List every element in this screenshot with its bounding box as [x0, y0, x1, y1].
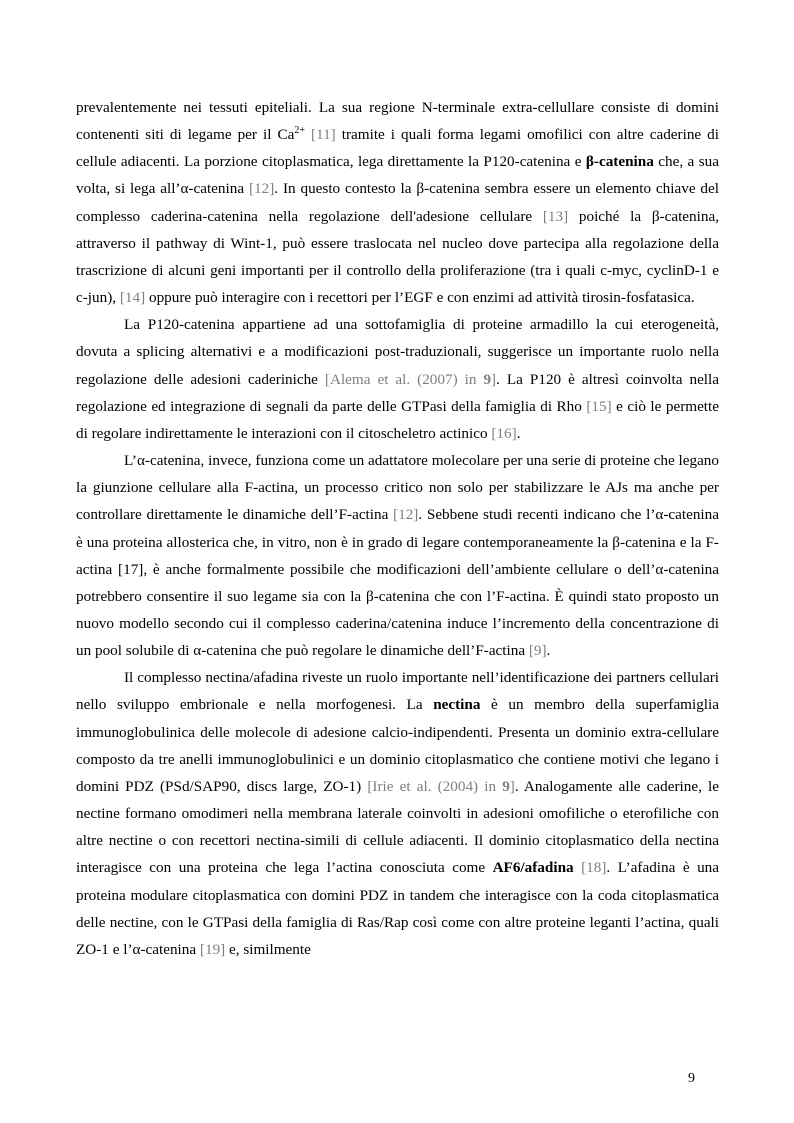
text-run: . — [516, 424, 521, 442]
body-text — [76, 94, 719, 963]
citation-ref: [18] — [581, 859, 607, 877]
citation-ref: ] — [509, 777, 515, 795]
citation-ref: ] — [491, 370, 497, 388]
citation-ref: [11] — [311, 126, 336, 144]
citation-ref: [12] — [248, 180, 275, 198]
text-run: L’α-catenina, invece, funziona come un adattatore molecolare per una serie di proteine che legano la giunzione cellulare alla F-actina, un processo critico non solo per stabilizzare le AJs ma anche per controllare direttamente le dinamiche dell’F-actina — [76, 452, 719, 524]
text-run: Il complesso nectina/afadina riveste un ruolo importante nell’identificazione dei partners cellulari nello sviluppo embrionale e nella morfogenesi. La — [76, 669, 719, 714]
text-run: tramite i quali forma legami omofilici con altre caderine di cellule adiacenti. La porzione citoplasmatica, lega direttamente la P120-catenina e — [76, 126, 719, 171]
citation-ref: [15] — [586, 397, 612, 415]
citation-ref: [9] — [528, 642, 547, 660]
text-run: è un membro della superfamiglia immunoglobulinica delle molecole di adesione calcio-indipendenti. Presenta un dominio extra-cellulare composto da tre anelli immunoglobulinici e un dominio citoplasmatico che contiene motivi che legano i domini PDZ (PSd/SAP90, discs large, ZO-1) — [76, 696, 719, 795]
paragraph-3 — [76, 447, 719, 664]
text-run: e, similmente — [225, 940, 311, 958]
bold-term: nectina — [433, 696, 481, 714]
citation-ref-number: 9 — [502, 777, 510, 795]
page-number: 9 — [688, 1071, 695, 1086]
text-run: . Sebbene studi recenti indicano che l’α-catenina è una proteina allosterica che, in vitro, non è in grado di legare contemporaneamente la β-catenina e la F-actina [17], è anche formalmente possibile che modificazioni dell’ambiente cellulare o dell’α-catenina potrebbero consentire il suo legame sia con la β-catenina che con l’F-actina. È quindi stato proposto un nuovo modello secondo cui il complesso caderina/catenina induce l’incremento della concentrazione di un pool solubile di α-catenina che può regolare le dinamiche dell’F-actina — [76, 506, 719, 660]
bold-term: AF6/afadina — [492, 859, 574, 877]
citation-ref: [13] — [542, 207, 569, 225]
text-run: prevalentemente nei tessuti epiteliali. La sua regione N-terminale extra-cellullare consiste di domini contenenti siti di legame per il Ca — [76, 99, 719, 144]
citation-ref: [Alema et al. (2007) in — [324, 370, 484, 388]
text-run — [574, 859, 582, 876]
paragraph-1 — [76, 94, 719, 311]
text-run: . Analogamente alle caderine, le nectine formano omodimeri nella membrana laterale coinvolti in adesioni omofiliche o eterofiliche con altre nectine o con recettori nectina-simili di cellule adiacenti. Il dominio citoplasmatico della nectina interagisce con una proteina che lega l’actina conosciuta come — [76, 777, 720, 877]
text-run: che, a sua volta, si lega all’α-catenina — [76, 153, 719, 198]
text-run: e ciò le permette di regolare indirettamente le interazioni con il citoscheletro actinico — [76, 397, 719, 442]
bold-term: β-catenina — [585, 153, 654, 171]
text-run: . L’afadina è una proteina modulare citoplasmatica con domini PDZ in tandem che interagisce con la coda citoplasmatica delle nectine, con le GTPasi della famiglia di Ras/Rap così come con altre proteine leganti l’actina, quali ZO-1 e l’α-catenina — [76, 859, 720, 958]
citation-ref: [14] — [119, 289, 146, 307]
paragraph-2 — [76, 311, 719, 447]
text-run: La P120-catenina appartiene ad una sottofamiglia di proteine armadillo la cui eterogeneità, dovuta a splicing alternativi e a modificazioni post-traduzionali, suggerisce un importante ruolo nella regolazione delle adesioni caderiniche — [76, 316, 719, 388]
text-run: . In questo contesto la β-catenina sembra essere un elemento chiave del complesso caderina-catenina nella regolazione dell'adesione cellulare — [76, 180, 719, 225]
text-run: poiché la β-catenina, attraverso il pathway di Wint-1, può essere traslocata nel nucleo dove partecipa alla regolazione della trascrizione di alcuni geni importanti per il controllo della proliferazione (tra i quali c-myc, cyclinD-1 e c-jun), — [76, 207, 719, 307]
citation-ref: [12] — [393, 506, 419, 524]
superscript: 2+ — [294, 125, 305, 137]
citation-ref-number: 9 — [483, 370, 492, 388]
text-run: . — [546, 642, 551, 660]
text-run: . La P120 è altresì coinvolta nella regolazione ed integrazione di segnali da parte delle GTPasi della famiglia di Rho — [76, 370, 719, 415]
paragraph-4 — [76, 664, 719, 963]
citation-ref: [19] — [199, 940, 226, 958]
citation-ref: [16] — [491, 424, 517, 442]
text-run: oppure può interagire con i recettori per l’EGF e con enzimi ad attività tirosin-fosfatasica. — [145, 289, 695, 307]
citation-ref: [Irie et al. (2004) in — [367, 777, 503, 795]
